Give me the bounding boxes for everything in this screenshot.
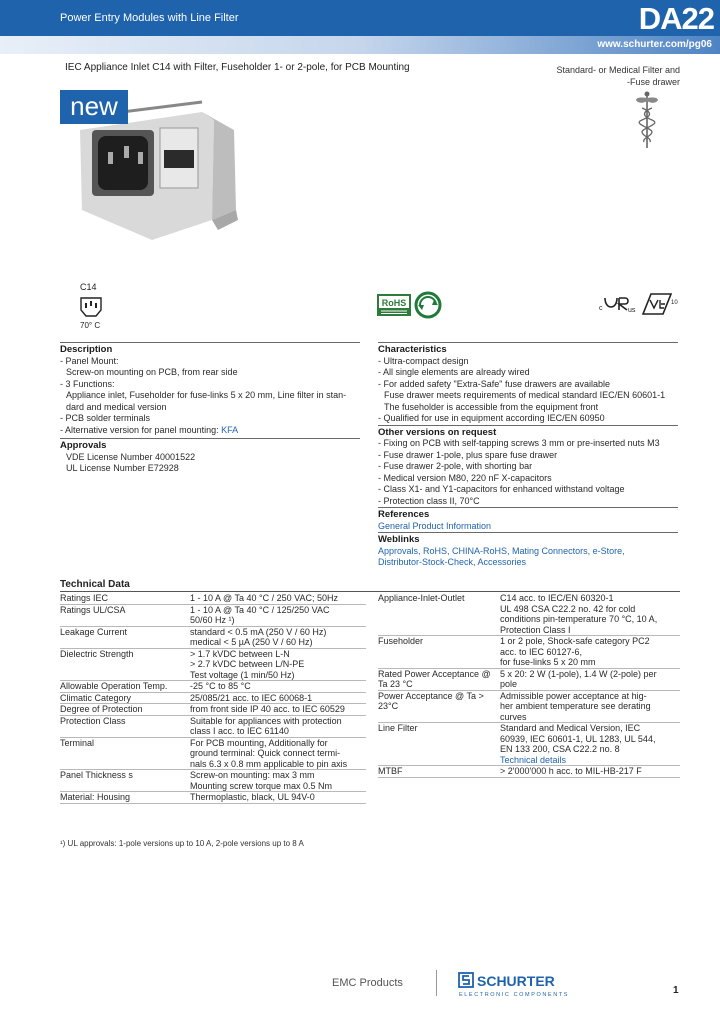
technical-data-row (60, 681, 366, 693)
footer-divider (436, 970, 437, 996)
technical-data-key: Protection Class (60, 715, 190, 737)
c14-inlet-icon (78, 296, 104, 318)
technical-data-row (60, 692, 366, 704)
right-column (378, 342, 678, 569)
technical-data-value: > 1.7 kVDC between L-N > 2.7 kVDC between L/N-PE Test voltage (1 min/50 Hz) (190, 648, 366, 681)
technical-data-value: > 2'000'000 h acc. to MIL-HB-217 F (500, 766, 680, 778)
technical-data-row (378, 636, 680, 669)
technical-data-value: standard < 0.5 mA (250 V / 60 Hz) medical < 5 µA (250 V / 60 Hz) (190, 626, 366, 648)
approval-line: UL License Number E72928 (66, 463, 179, 473)
technical-data-value: 1 - 10 A @ Ta 40 °C / 125/250 VAC 50/60 Hz ¹) (190, 604, 366, 626)
weblinks-line[interactable]: Distributor-Stock-Check, Accessories (378, 557, 527, 567)
technical-data-row (60, 626, 366, 648)
weblinks-line[interactable]: Approvals, RoHS, CHINA-RoHS, Mating Connectors, e-Store, (378, 545, 625, 556)
technical-data-key: Ratings UL/CSA (60, 604, 190, 626)
website-link[interactable]: www.schurter.com/pg06 (597, 39, 712, 50)
characteristic-line: The fuseholder is accessible from the equipment front (384, 401, 599, 412)
technical-data-row (60, 604, 366, 626)
technical-data-value: Standard and Medical Version, IEC 60939, IEC 60601-1, UL 1283, UL 544, EN 133 200, CSA C22.2 no. 8 Technical details (500, 723, 680, 766)
technical-data-rule (60, 591, 680, 592)
svg-text:RoHS: RoHS (381, 298, 407, 308)
technical-data-right-table (378, 593, 680, 778)
characteristic-line: - Qualified for use in equipment according IEC/EN 60950 (378, 413, 678, 425)
technical-data-key: Ratings IEC (60, 593, 190, 604)
description-line: Appliance inlet, Fuseholder for fuse-links 5 x 20 mm, Line filter in stan- (66, 390, 347, 400)
technical-data-value: 1 or 2 pole, Shock-safe category PC2 acc. to IEC 60127-6, for fuse-links 5 x 20 mm (500, 636, 680, 669)
left-column (60, 342, 360, 475)
header-bar (0, 0, 720, 36)
technical-data-key: MTBF (378, 766, 500, 778)
technical-data-key: Climatic Category (60, 692, 190, 704)
page-number: 1 (673, 985, 679, 996)
other-version-line: - Fuse drawer 2-pole, with shorting bar (378, 461, 678, 473)
technical-data-row (60, 792, 366, 804)
technical-data-value: C14 acc. to IEC/EN 60320-1 UL 498 CSA C22.2 no. 42 for cold conditions pin-temperature 70 °C, 10 A, Protection Class I (500, 593, 680, 636)
technical-data-value: -25 °C to 85 °C (190, 681, 366, 693)
weblinks-heading: Weblinks (378, 532, 678, 546)
technical-data-row (60, 715, 366, 737)
svg-text:SCHURTER: SCHURTER (477, 973, 555, 989)
technical-data-row (378, 766, 680, 778)
other-version-line: - Fuse drawer 1-pole, plus spare fuse drawer (378, 450, 678, 462)
general-product-info-link[interactable]: General Product Information (378, 520, 492, 531)
standard-note: Standard- or Medical Filter and -Fuse drawer (556, 65, 680, 87)
other-versions-heading: Other versions on request (378, 425, 678, 439)
svg-text:c: c (599, 305, 603, 312)
ul-recognized-logo-icon (597, 294, 636, 314)
other-version-line: - Medical version M80, 220 nF X-capacitors (378, 473, 678, 485)
technical-data-row (378, 668, 680, 690)
other-version-line: - Class X1- and Y1-capacitors for enhanced withstand voltage (378, 484, 678, 496)
references-heading: References (378, 507, 678, 521)
technical-data-row (378, 690, 680, 723)
technical-data-key: Allowable Operation Temp. (60, 681, 190, 693)
technical-details-link[interactable]: Technical details (500, 754, 567, 765)
technical-data-row (378, 593, 680, 636)
technical-data-key: Panel Thickness s (60, 770, 190, 792)
url-bar (0, 36, 720, 54)
technical-data-value: Screw-on mounting: max 3 mm Mounting screw torque max 0.5 Nm (190, 770, 366, 792)
technical-data-key: Line Filter (378, 723, 500, 766)
description-line: - 3 Functions: (60, 379, 360, 391)
new-badge: new (60, 90, 128, 124)
technical-data-key: Degree of Protection (60, 704, 190, 716)
technical-data-row (60, 593, 366, 604)
description-line: - PCB solder terminals (60, 413, 360, 425)
technical-data-value: Admissible power acceptance at hig- her ambient temperature see derating curves (500, 690, 680, 723)
technical-data-key: Material: Housing (60, 792, 190, 804)
connector-label: C14 (80, 282, 97, 292)
technical-data-row (60, 704, 366, 716)
technical-data-value: 25/085/21 acc. to IEC 60068-1 (190, 692, 366, 704)
technical-data-row (60, 737, 366, 770)
description-line: - Panel Mount: (60, 356, 360, 368)
description-line: Screw-on mounting on PCB, from rear side (66, 367, 238, 377)
header-title: Power Entry Modules with Line Filter (60, 12, 239, 24)
technical-data-left-table (60, 593, 366, 804)
caduceus-icon (634, 90, 660, 150)
technical-data-value: Thermoplastic, black, UL 94V-0 (190, 792, 366, 804)
other-version-line: - Protection class II, 70°C (378, 496, 678, 508)
description-line: dard and medical version (66, 401, 167, 412)
characteristic-line: - All single elements are already wired (378, 367, 678, 379)
technical-data-row (60, 770, 366, 792)
description-heading: Description (60, 342, 360, 356)
footnote: ¹) UL approvals: 1-pole versions up to 10 A, 2-pole versions up to 8 A (60, 839, 304, 848)
characteristic-line: Fuse drawer meets requirements of medical standard IEC/EN 60601-1 (384, 390, 666, 400)
rohs-logo-icon (377, 294, 411, 316)
characteristics-heading: Characteristics (378, 342, 678, 356)
technical-data-value: 1 - 10 A @ Ta 40 °C / 250 VAC; 50Hz (190, 593, 366, 604)
product-line-label: EMC Products (332, 977, 403, 989)
svg-text:ELECTRONIC COMPONENTS: ELECTRONIC COMPONENTS (459, 992, 569, 998)
approvals-heading: Approvals (60, 438, 360, 452)
technical-data-key: Dielectric Strength (60, 648, 190, 681)
technical-data-key: Appliance-Inlet-Outlet (378, 593, 500, 636)
svg-text:10: 10 (671, 300, 678, 306)
vde-logo-icon (641, 292, 677, 316)
technical-data-key: Terminal (60, 737, 190, 770)
alternative-version-line: - Alternative version for panel mounting: KFA (60, 425, 360, 437)
characteristic-line: - Ultra-compact design (378, 356, 678, 368)
technical-data-key: Fuseholder (378, 636, 500, 669)
technical-data-row (378, 723, 680, 766)
technical-data-key: Power Acceptance @ Ta > 23°C (378, 690, 500, 723)
technical-data-key: Leakage Current (60, 626, 190, 648)
approval-line: VDE License Number 40001522 (66, 451, 196, 462)
other-version-line: - Fixing on PCB with self-tapping screws 3 mm or pre-inserted nuts M3 (378, 438, 678, 450)
svg-text:us: us (628, 307, 636, 314)
technical-data-value: For PCB mounting, Additionally for ground terminal: Quick connect termi- nals 6.3 x 0.8 mm applicable to pin axis (190, 737, 366, 770)
technical-data-value: Suitable for appliances with protection class I acc. to IEC 61140 (190, 715, 366, 737)
characteristic-line: - For added safety "Extra-Safe" fuse drawers are available (378, 379, 678, 391)
technical-data-value: from front side IP 40 acc. to IEC 60529 (190, 704, 366, 716)
technical-data-value: 5 x 20: 2 W (1-pole), 1.4 W (2-pole) per pole (500, 668, 680, 690)
schurter-logo-icon (458, 971, 588, 999)
technical-data-key: Rated Power Acceptance @ Ta 23 °C (378, 668, 500, 690)
product-code: DA22 (638, 1, 714, 36)
connector-temp: 70° C (80, 321, 101, 330)
china-rohs-logo-icon (414, 291, 442, 319)
kfa-link[interactable]: KFA (221, 424, 239, 435)
product-subtitle: IEC Appliance Inlet C14 with Filter, Fuseholder 1- or 2-pole, for PCB Mounting (65, 62, 410, 73)
technical-data-row (60, 648, 366, 681)
technical-data-heading: Technical Data (60, 579, 130, 590)
